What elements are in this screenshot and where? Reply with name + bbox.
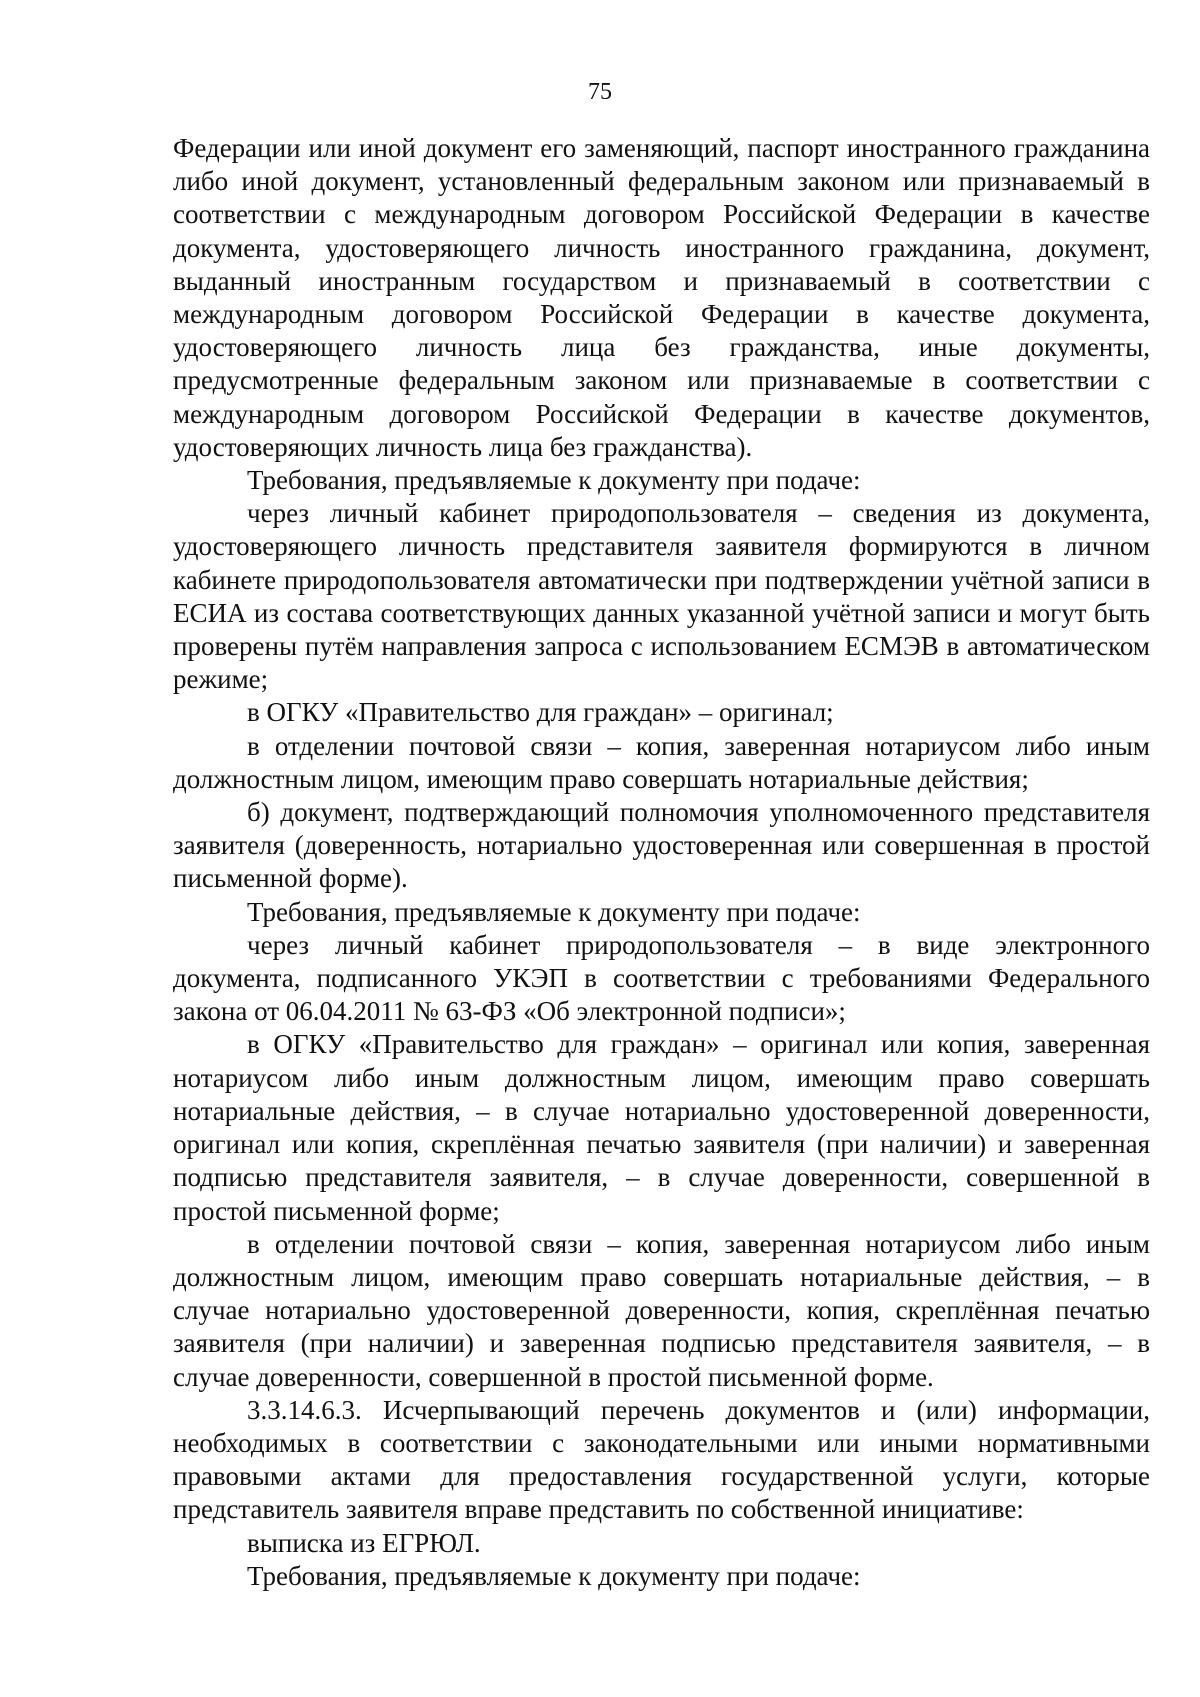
paragraph-requirements-heading: Требования, предъявляемые к документу при подаче:: [247, 465, 861, 496]
paragraph-personal-account-electronic: через личный кабинет природопользователя – в виде электронного документа, подписанного УКЭП в соответствии с требованиями Федерального закона от 06.04.2011 № 63-ФЗ «Об электронной подписи»;: [173, 929, 1150, 1027]
document-body: [173, 132, 1150, 1593]
paragraph-requirements-heading: Требования, предъявляемые к документу при подаче:: [247, 896, 861, 927]
paragraph-ogku-original: в ОГКУ «Правительство для граждан» – оригинал;: [247, 697, 834, 728]
paragraph-section-3-3-14-6-3: 3.3.14.6.3. Исчерпывающий перечень документов и (или) информации, необходимых в соответствии с законодательными или иными нормативными правовыми актами для предоставления государственной услуги, которые представитель заявителя вправе представить по собственной инициативе:: [173, 1394, 1150, 1525]
paragraph-requirements-heading: Требования, предъявляемые к документу при подаче:: [247, 1560, 861, 1591]
paragraph-post-office-copy: в отделении почтовой связи – копия, заверенная нотариусом либо иным должностным лицом, имеющим право совершать нотариальные действия;: [173, 730, 1150, 794]
paragraph-post-office-notarized-copy: в отделении почтовой связи – копия, заверенная нотариусом либо иным должностным лицом, имеющим право совершать нотариальные действия, – в случае нотариально удостоверенной доверенности, копия, скреплённая печатью заявителя (при наличии) и заверенная подписью представителя заявителя, – в случае доверенности, совершенной в простой письменной форме.: [173, 1228, 1150, 1392]
paragraph-ogku-original-or-copy: в ОГКУ «Правительство для граждан» – оригинал или копия, заверенная нотариусом либо иным должностным лицом, имеющим право совершать нотариальные действия, – в случае нотариально удостоверенной доверенности, оригинал или копия, скреплённая печатью заявителя (при наличии) и заверенная подписью представителя заявителя, – в случае доверенности, совершенной в простой письменной форме;: [173, 1029, 1150, 1226]
page-number: 75: [588, 79, 612, 105]
paragraph-item-b-power-of-attorney: б) документ, подтверждающий полномочия уполномоченного представителя заявителя (доверенность, нотариально удостоверенная или совершенная в простой письменной форме).: [173, 797, 1150, 894]
paragraph-personal-account-identity: через личный кабинет природопользователя – сведения из документа, удостоверяющего личность представителя заявителя формируются в личном кабинете природопользователя автоматически при подтверждении учётной записи в ЕСИА из состава соответствующих данных указанной учётной записи и могут быть проверены путём направления запроса с использованием ЕСМЭВ в автоматическом режиме;: [173, 498, 1150, 695]
paragraph-egrul-extract: выписка из ЕГРЮЛ.: [247, 1527, 481, 1558]
paragraph-identity-documents-continuation: Федерации или иной документ его заменяющий, паспорт иностранного гражданина либо иной документ, установленный федеральным законом или признаваемый в соответствии с международным договором Российской Федерации в качестве документа, удостоверяющего личность иностранного гражданина, документ, выданный иностранным государством и признаваемый в соответствии с международным договором Российской Федерации в качестве документа, удостоверяющего личность лица без гражданства, иные документы, предусмотренные федеральным законом или признаваемые в соответствии с международным договором Российской Федерации в качестве документов, удостоверяющих личность лица без гражданства).: [173, 133, 1150, 462]
